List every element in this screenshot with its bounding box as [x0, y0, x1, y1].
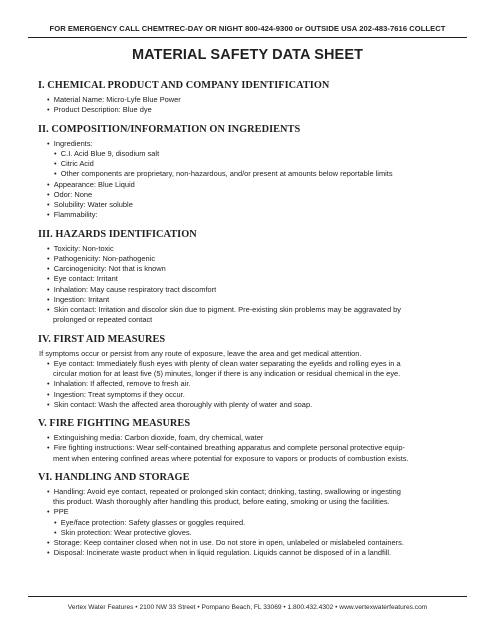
- list-item: • Appearance: Blue Liquid: [38, 180, 470, 190]
- section-intro: If symptoms occur or persist from any route of exposure, leave the area and get medical attention.: [39, 348, 362, 358]
- list-item: • Carcinogenicity: Not that is known: [38, 264, 470, 274]
- list-item: • Ingredients:: [38, 139, 470, 149]
- section: [38, 123, 470, 221]
- bullet-list: [38, 433, 470, 464]
- section-heading: I. CHEMICAL PRODUCT AND COMPANY IDENTIFICATION: [38, 80, 330, 91]
- list-item: • Product Description: Blue dye: [38, 105, 470, 115]
- list-item: • Toxicity: Non-toxic: [38, 244, 470, 254]
- list-item: • Flammability:: [38, 210, 470, 220]
- list-item: • Eye contact: Immediately flush eyes with plenty of clean water separating the eyelids and rolling eyes in a circular motion for at least five (5) minutes, longer if there is any indication or residual chemical in the eye.: [38, 359, 470, 380]
- sub-list-item: • Other components are proprietary, non-hazardous, and/or present at amounts below reportable limits: [38, 169, 470, 179]
- bullet-list: [38, 95, 470, 116]
- list-item: • Handling: Avoid eye contact, repeated or prolonged skin contact; drinking, tasting, swallowing or ingesting this product. Wash thoroughly after handling this product, before eating, smoking or using the facilities.: [38, 487, 470, 508]
- bullet-list: [38, 487, 470, 559]
- section-heading: V. FIRE FIGHTING MEASURES: [38, 418, 191, 429]
- section-heading: II. COMPOSITION/INFORMATION ON INGREDIENTS: [38, 123, 301, 135]
- bullet-list: [38, 244, 470, 326]
- sub-list-item: • C.I. Acid Blue 9, disodium salt: [38, 149, 470, 159]
- bullet-list: [38, 139, 470, 221]
- list-item: • Fire fighting instructions: Wear self-contained breathing apparatus and complete personal protective equip- ment when entering confined areas where potential for exposure to vapors or products of combustion exists.: [38, 443, 470, 464]
- section: [38, 417, 470, 464]
- section: [38, 79, 470, 116]
- list-item: • Odor: None: [38, 190, 470, 200]
- list-item: • Inhalation: May cause respiratory tract discomfort: [38, 285, 470, 295]
- section-heading: VI. HANDLING AND STORAGE: [38, 471, 190, 483]
- list-item: • Disposal: Incinerate waste product when in liquid regulation. Liquids cannot be disposed of in a landfill.: [38, 548, 470, 558]
- document-title: MATERIAL SAFETY DATA SHEET: [131, 47, 364, 63]
- section: [38, 228, 470, 326]
- emergency-contact-line: FOR EMERGENCY CALL CHEMTREC-DAY OR NIGHT 800-424-9300 or OUTSIDE USA 202-483-7616 COLLECT: [49, 24, 446, 33]
- list-item: • Storage: Keep container closed when not in use. Do not store in open, unlabeled or mislabeled containers.: [38, 538, 470, 548]
- list-item: • Eye contact: Irritant: [38, 274, 470, 284]
- footer-divider: [28, 596, 467, 597]
- sub-list-item: • Skin protection: Wear protective gloves.: [38, 528, 470, 538]
- list-item: • Ingestion: Treat symptoms if they occur.: [38, 390, 470, 400]
- list-item: • Extinguishing media: Carbon dioxide, foam, dry chemical, water: [38, 433, 470, 443]
- list-item: • PPE: [38, 507, 470, 517]
- list-item: • Skin contact: Wash the affected area thoroughly with plenty of water and soap.: [38, 400, 470, 410]
- section: [38, 471, 470, 559]
- list-item: • Pathogenicity: Non-pathogenic: [38, 254, 470, 264]
- section: [38, 333, 470, 411]
- list-item: • Skin contact: Irritation and discolor skin due to pigment. Pre-existing skin problems may be aggravated by prolonged or repeated contact: [38, 305, 470, 326]
- section-heading: III. HAZARDS IDENTIFICATION: [38, 228, 197, 240]
- document-body: [38, 79, 470, 566]
- list-item: • Solubility: Water soluble: [38, 200, 470, 210]
- header-divider: [28, 37, 467, 38]
- sub-list-item: • Eye/face protection: Safety glasses or goggles required.: [38, 518, 470, 528]
- section-heading: IV. FIRST AID MEASURES: [38, 333, 166, 345]
- bullet-list: [38, 359, 470, 410]
- list-item: • Ingestion: Irritant: [38, 295, 470, 305]
- footer-contact-info: Vertex Water Features • 2100 NW 33 Street • Pompano Beach, FL 33069 • 1.800.432.4302 • www.vertexwaterfeatures.com: [67, 604, 428, 611]
- list-item: • Material Name: Micro-Lyfe Blue Power: [38, 95, 470, 105]
- sub-list-item: • Citric Acid: [38, 159, 470, 169]
- list-item: • Inhalation: If affected, remove to fresh air.: [38, 379, 470, 389]
